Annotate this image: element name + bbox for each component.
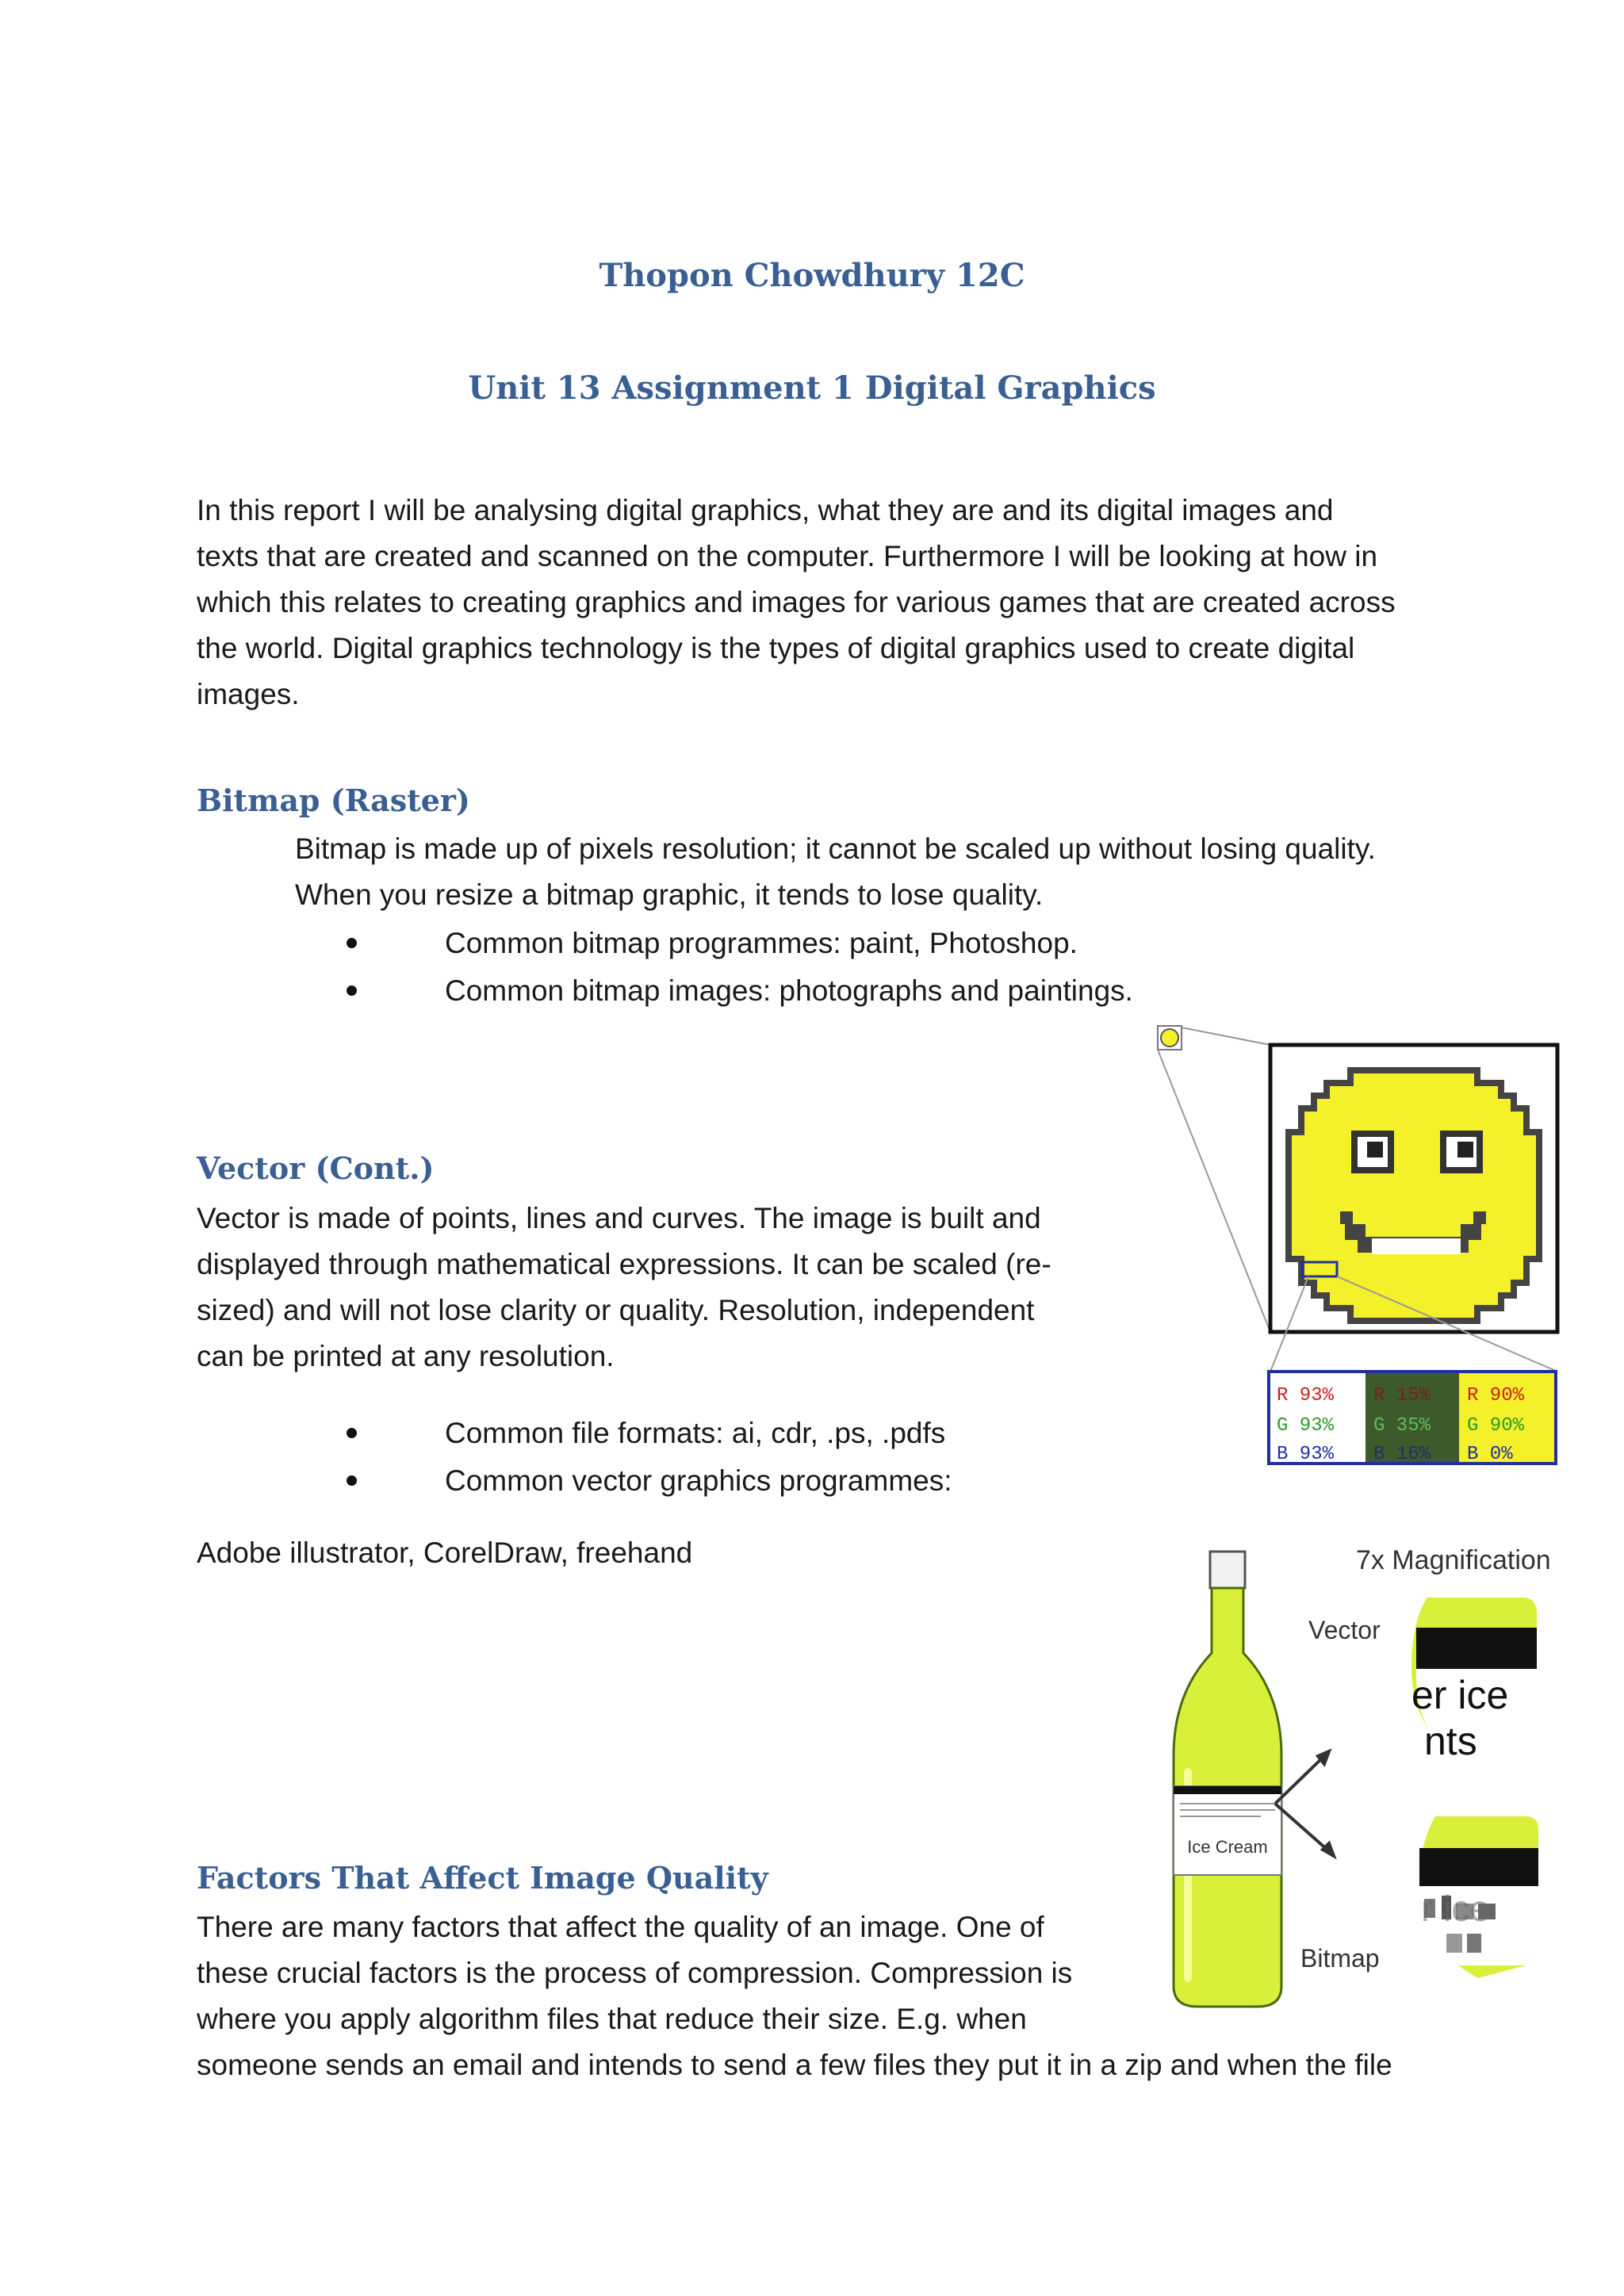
- programmes-line: Adobe illustrator, CorelDraw, freehand: [197, 1536, 693, 1569]
- magnification-label: 7x Magnification: [1356, 1545, 1551, 1575]
- bullet-icon: [347, 938, 357, 948]
- rgb-cell: G 90%: [1467, 1415, 1525, 1437]
- vector-line: Vector is made of points, lines and curves. The image is built and: [197, 1202, 1041, 1234]
- pixel-smiley-icon: [1289, 1070, 1539, 1321]
- intro-line: In this report I will be analysing digital graphics, what they are and its digital images and: [197, 494, 1334, 526]
- bullet-item: [347, 1457, 952, 1505]
- intro-line: the world. Digital graphics technology is the types of digital graphics used to create digital: [197, 632, 1355, 664]
- rgb-cell: B 16%: [1373, 1444, 1431, 1465]
- bottle-icon: [1174, 1552, 1281, 2007]
- factors-heading: Factors That Affect Image Quality: [197, 1860, 768, 1896]
- bitmap-line: Bitmap is made up of pixels resolution; it cannot be scaled up without losing quality.: [295, 832, 1376, 865]
- rgb-table: [1269, 1372, 1556, 1465]
- intro-line: which this relates to creating graphics and images for various games that are created across: [197, 586, 1396, 618]
- smiley-zoom-diagram: [1150, 1023, 1570, 1475]
- rgb-cell: B 93%: [1277, 1444, 1335, 1465]
- factors-line: someone sends an email and intends to send a few files they put it in a zip and when the file: [197, 2049, 1392, 2081]
- vector-zoom-text: nts: [1424, 1719, 1477, 1763]
- bitmap-bullet-list: [347, 920, 1133, 1015]
- vector-line: sized) and will not lose clarity or quality. Resolution, independent: [197, 1294, 1035, 1326]
- rgb-cell: R 90%: [1467, 1385, 1525, 1406]
- bullet-text: Common vector graphics programmes:: [445, 1464, 952, 1497]
- intro-line: images.: [197, 678, 300, 710]
- rgb-cell: B 0%: [1467, 1444, 1513, 1465]
- rgb-cell: R 93%: [1277, 1385, 1335, 1406]
- vector-line: can be printed at any resolution.: [197, 1340, 615, 1372]
- bullet-item: [347, 967, 1133, 1015]
- bitmap-heading: Bitmap (Raster): [197, 783, 470, 818]
- vector-paragraph: [197, 1196, 1051, 1380]
- assignment-title: Unit 13 Assignment 1 Digital Graphics: [468, 369, 1156, 407]
- bullet-icon: [347, 1475, 357, 1486]
- bullet-icon: [347, 985, 357, 996]
- bitmap-label: Bitmap: [1300, 1944, 1380, 1973]
- factors-line: these crucial factors is the process of compression. Compression is: [197, 1957, 1073, 1989]
- small-smiley-icon: [1158, 1026, 1182, 1050]
- vector-zoom-text: er ice: [1411, 1673, 1509, 1717]
- vector-zoom-icon: [1411, 1598, 1537, 1764]
- rgb-cell: G 93%: [1277, 1415, 1335, 1437]
- intro-paragraph: [197, 488, 1396, 718]
- rgb-cell: G 35%: [1373, 1415, 1431, 1437]
- vector-heading: Vector (Cont.): [197, 1150, 435, 1186]
- smiley-bitmap-figure: [1150, 1023, 1570, 1475]
- bottle-zoom-diagram: [1142, 1534, 1586, 2018]
- bullet-text: Common bitmap programmes: paint, Photoshop.: [445, 927, 1078, 959]
- bottle-magnification-figure: [1142, 1534, 1586, 2018]
- factors-line: There are many factors that affect the quality of an image. One of: [197, 1911, 1044, 1943]
- bitmap-zoom-text: r ice: [1421, 1888, 1490, 1929]
- intro-line: texts that are created and scanned on the computer. Furthermore I will be looking at how in: [197, 540, 1378, 572]
- bullet-item: [347, 1410, 952, 1457]
- bullet-text: Common bitmap images: photographs and paintings.: [445, 974, 1133, 1007]
- bullet-item: [347, 920, 1133, 967]
- vector-bullet-list: [347, 1410, 952, 1505]
- bullet-text: Common file formats: ai, cdr, .ps, .pdfs: [445, 1417, 946, 1449]
- bitmap-line: When you resize a bitmap graphic, it tends to lose quality.: [295, 878, 1044, 911]
- author-title: Thopon Chowdhury 12C: [599, 257, 1025, 294]
- rgb-cell: R 15%: [1373, 1385, 1431, 1406]
- bottle-label: Ice Cream: [1187, 1837, 1268, 1857]
- vector-label: Vector: [1308, 1616, 1381, 1644]
- factors-line: where you apply algorithm files that reduce their size. E.g. when: [197, 2003, 1027, 2035]
- bitmap-paragraph: [295, 826, 1376, 918]
- arrow-icon: [1275, 1751, 1334, 1856]
- vector-programmes: [197, 1530, 692, 1576]
- bitmap-zoom-icon: [1419, 1816, 1538, 1978]
- vector-line: displayed through mathematical expressions. It can be scaled (re-: [197, 1248, 1051, 1280]
- bullet-icon: [347, 1428, 357, 1438]
